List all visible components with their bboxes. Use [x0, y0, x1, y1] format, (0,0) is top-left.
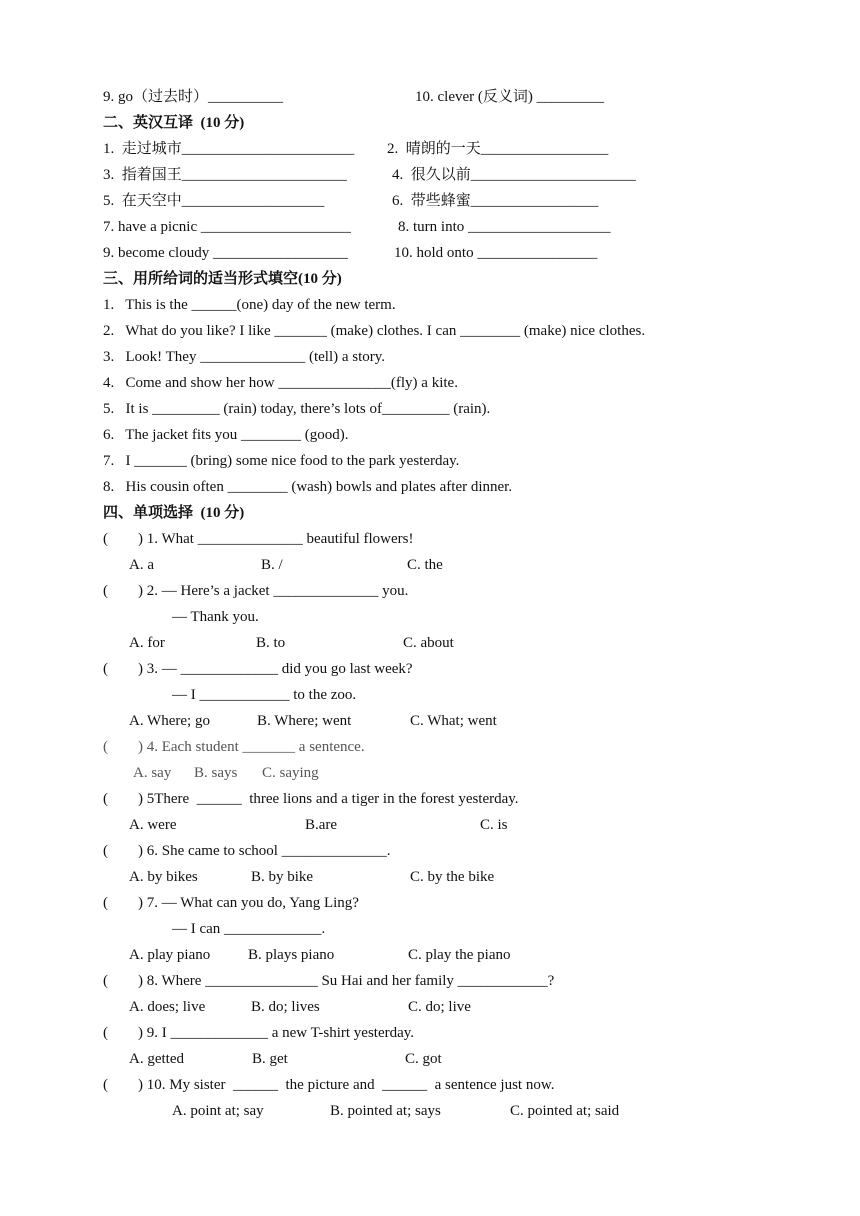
mc-question: ( ) 9. I _____________ a new T-shirt yesterday.	[103, 1025, 415, 1041]
mc-question: ( ) 8. Where _______________ Su Hai and her family ____________?	[103, 973, 555, 989]
translation-item: 10. hold onto ________________	[394, 245, 598, 261]
section2-heading: 二、英汉互译 (10 分)	[103, 115, 245, 131]
fill-blank-item: 7. I _______ (bring) some nice food to the park yesterday.	[103, 453, 460, 469]
mc-option: B. pointed at; says	[330, 1103, 441, 1119]
mc-option: B. get	[252, 1051, 288, 1067]
mc-question: ( ) 10. My sister ______ the picture and ______ a sentence just now.	[103, 1077, 555, 1093]
mc-option: C. the	[407, 557, 443, 573]
mc-option: C. got	[405, 1051, 442, 1067]
fill-blank-item: 3. Look! They ______________ (tell) a story.	[103, 349, 386, 365]
mc-option: C. is	[480, 817, 508, 833]
mc-option: A. by bikes	[129, 869, 198, 885]
fill-blank-item: 8. His cousin often ________ (wash) bowls and plates after dinner.	[103, 479, 513, 495]
mc-option: C. by the bike	[410, 869, 495, 885]
mc-option: A. for	[129, 635, 165, 651]
mc-option: A. play piano	[129, 947, 211, 963]
translation-item: 7. have a picnic ____________________	[103, 219, 351, 235]
mc-option: A. a	[129, 557, 154, 573]
mc-option: B. says	[194, 765, 238, 781]
translation-item: 9. become cloudy __________________	[103, 245, 348, 261]
mc-question-sub: — I ____________ to the zoo.	[172, 687, 357, 703]
mc-question: ( ) 3. — _____________ did you go last week?	[103, 661, 413, 677]
mc-option: C. What; went	[410, 713, 497, 729]
mc-option: A. getted	[129, 1051, 184, 1067]
mc-option: A. does; live	[129, 999, 206, 1015]
mc-question-sub: — Thank you.	[172, 609, 259, 625]
translation-item: 1. 走过城市_______________________	[103, 141, 355, 157]
mc-option: B. /	[261, 557, 283, 573]
fill-blank-item: 2. What do you like? I like _______ (make) clothes. I can ________ (make) nice clothes.	[103, 323, 646, 339]
mc-question: ( ) 6. She came to school ______________.	[103, 843, 391, 859]
mc-option: C. pointed at; said	[510, 1103, 620, 1119]
fill-blank-item: 4. Come and show her how _______________(fly) a kite.	[103, 375, 458, 391]
fill-blank-item: 6. The jacket fits you ________ (good).	[103, 427, 349, 443]
mc-option: B. to	[256, 635, 286, 651]
translation-item: 2. 晴朗的一天_________________	[387, 141, 609, 157]
mc-question: ( ) 5There ______ three lions and a tiger in the forest yesterday.	[103, 791, 519, 807]
fill-blank-item: 1. This is the ______(one) day of the new term.	[103, 297, 396, 313]
q9-go-past-tense: 9. go（过去时）__________	[103, 89, 284, 105]
mc-question: ( ) 1. What ______________ beautiful flowers!	[103, 531, 414, 547]
fill-blank-item: 5. It is _________ (rain) today, there’s lots of_________ (rain).	[103, 401, 491, 417]
mc-option: C. saying	[262, 765, 319, 781]
section4-heading: 四、单项选择 (10 分)	[103, 505, 245, 521]
mc-option: A. were	[129, 817, 177, 833]
mc-option: C. about	[403, 635, 454, 651]
mc-question: ( ) 4. Each student _______ a sentence.	[103, 739, 365, 755]
section3-heading: 三、用所给词的适当形式填空(10 分)	[103, 271, 342, 287]
mc-option: B. Where; went	[257, 713, 352, 729]
mc-question: ( ) 2. — Here’s a jacket ______________ you.	[103, 583, 409, 599]
mc-option: A. point at; say	[172, 1103, 264, 1119]
mc-question: ( ) 7. — What can you do, Yang Ling?	[103, 895, 359, 911]
mc-option: B. plays piano	[248, 947, 335, 963]
translation-item: 4. 很久以前______________________	[392, 167, 636, 183]
mc-option: C. do; live	[408, 999, 471, 1015]
mc-option: B. do; lives	[251, 999, 320, 1015]
mc-option: B. by bike	[251, 869, 314, 885]
translation-item: 8. turn into ___________________	[398, 219, 611, 235]
mc-option: A. Where; go	[129, 713, 210, 729]
mc-option: B.are	[305, 817, 338, 833]
translation-item: 5. 在天空中___________________	[103, 193, 325, 209]
mc-question-sub: — I can _____________.	[172, 921, 326, 937]
mc-option: A. say	[133, 765, 172, 781]
translation-item: 6. 带些蜂蜜_________________	[392, 193, 599, 209]
q10-clever-antonym: 10. clever (反义词) _________	[415, 89, 605, 105]
translation-item: 3. 指着国王______________________	[103, 167, 347, 183]
mc-option: C. play the piano	[408, 947, 511, 963]
